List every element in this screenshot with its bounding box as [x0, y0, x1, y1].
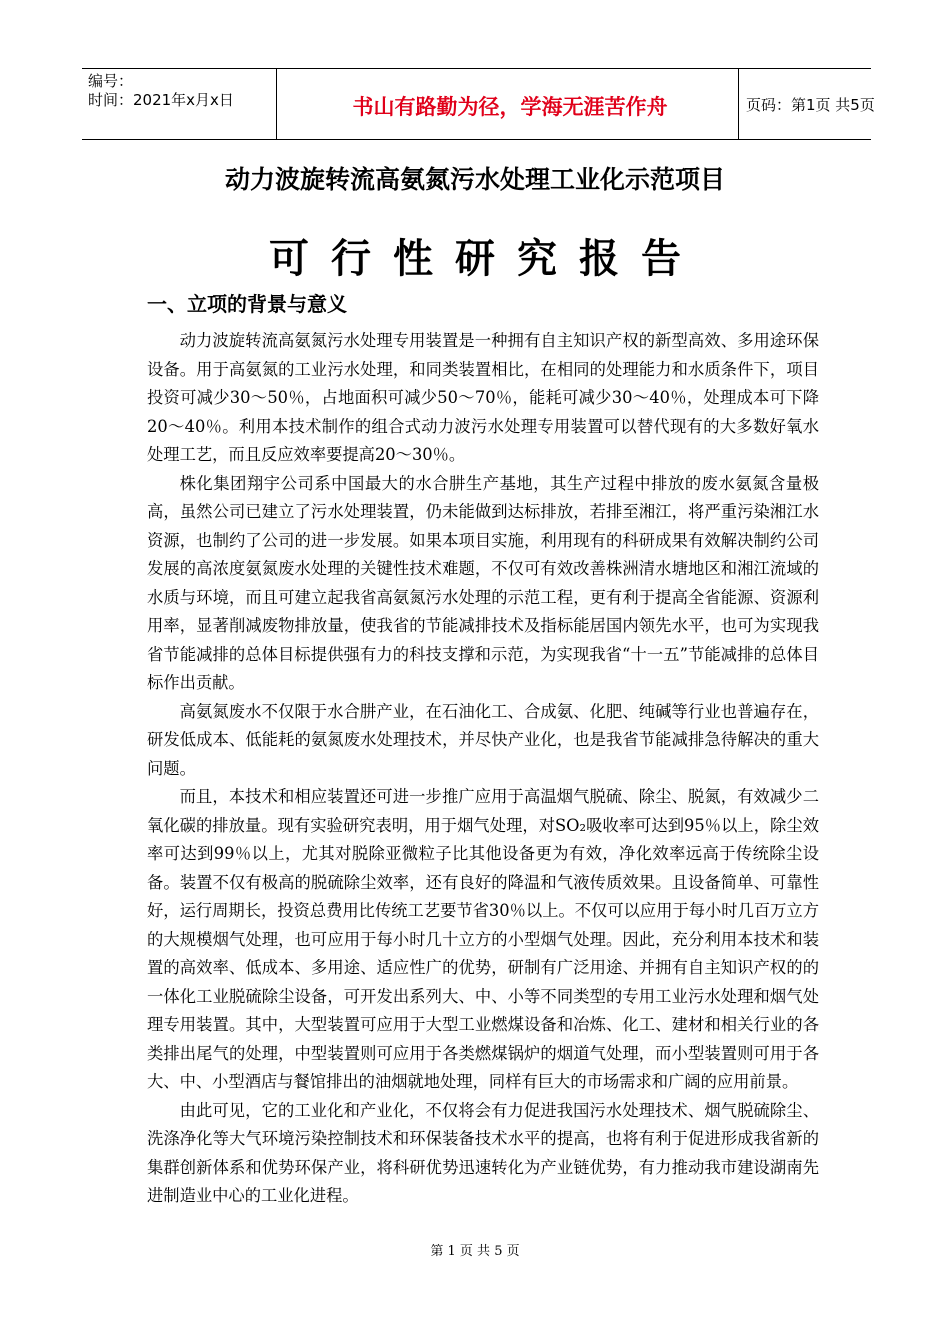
document-title: 可行性研究报告 [269, 236, 703, 282]
body-text [147, 327, 819, 1211]
header-motto: 书山有路勤为径，学海无涯苦作舟 [352, 95, 668, 119]
page-footer: 第 1 页 共 5 页 [430, 1244, 520, 1259]
paragraph: 株化集团翔宇公司系中国最大的水合肼生产基地，其生产过程中排放的废水氨氮含量极高，虽然公司已建立了污水处理装置，仍未能做到达标排放，若排至湘江，将严重污染湘江水资源，也制约了公司的进一步发展。如果本项目实施，利用现有的科研成果有效解决制约公司发展的高浓度氨氮废水处理的关键性技术难题，不仅可有效改善株洲清水塘地区和湘江流域的水质与环境，而且可建立起我省高氨氮污水处理的示范工程，更有利于提高全省能源、资源利用率，显著削减废物排放量，使我省的节能减排技术及指标能居国内领先水平，也可为实现我省节能减排的总体目标提供强有力的科技支撑和示范，为实现我省“十一五”节能减排的总体目标作出贡献。 [147, 473, 819, 692]
paragraph: 由此可见，它的工业化和产业化，不仅将会有力促进我国污水处理技术、烟气脱硫除尘、洗涤净化等大气环境污染控制技术和环保装备技术水平的提高，也将有利于促进形成我省新的集群创新体系和优势环保产业，将科研优势迅速转化为产业链优势，有力推动我市建设湖南先进制造业中心的工业化进程。 [147, 1100, 819, 1205]
header-meta [88, 72, 288, 110]
header-divider [738, 69, 739, 139]
paragraph: 高氨氮废水不仅限于水合肼产业，在石油化工、合成氨、化肥、纯碱等行业也普遍存在，研发低成本、低能耗的氨氮废水处理技术，并尽快产业化，也是我省节能减排急待解决的重大问题。 [147, 701, 819, 778]
doc-time: 时间：2021年x月x日 [88, 91, 234, 109]
doc-number: 编号： [88, 72, 134, 90]
header-page-info: 页码：第1页 共5页 [746, 96, 875, 114]
paragraph: 动力波旋转流高氨氮污水处理专用装置是一种拥有自主知识产权的新型高效、多用途环保设备。用于高氨氮的工业污水处理，和同类装置相比，在相同的处理能力和水质条件下，项目投资可减少30～50％，占地面积可减少50～70％，能耗可减少30～40％，处理成本可下降20～40％。利用本技术制作的组合式动力波污水处理专用装置可以替代现有的大多数好氧水处理工艺，而且反应效率要提高20～30％。 [147, 331, 819, 464]
document-subtitle: 动力波旋转流高氨氮污水处理工业化示范项目 [224, 165, 725, 194]
section-heading: 一、立项的背景与意义 [147, 292, 347, 316]
page-header [82, 68, 875, 140]
header-divider [276, 69, 277, 139]
paragraph: 而且，本技术和相应装置还可进一步推广应用于高温烟气脱硫、除尘、脱氮，有效减少二氧化碳的排放量。现有实验研究表明，用于烟气处理，对SO₂吸收率可达到95％以上，除尘效率可达到99％以上，尤其对脱除亚微粒子比其他设备更为有效，净化效率远高于传统除尘设备。装置不仅有极高的脱硫除尘效率，还有良好的降温和气液传质效果。且设备简单、可靠性好，运行周期长，投资总费用比传统工艺要节省30％以上。不仅可以应用于每小时几百万立方的大规模烟气处理，也可应用于每小时几十立方的小型烟气处理。因此，充分利用本技术和装置的高效率、低成本、多用途、适应性广的优势，研制有广泛用途、并拥有自主知识产权的的一体化工业脱硫除尘设备，可开发出系列大、中、小等不同类型的专用工业污水处理和烟气处理专用装置。其中，大型装置可应用于大型工业燃煤设备和冶炼、化工、建材和相关行业的各类排出尾气的处理，中型装置则可应用于各类燃煤锅炉的烟道气处理，而小型装置则可用于各大、中、小型酒店与餐馆排出的油烟就地处理，同样有巨大的市场需求和广阔的应用前景。 [147, 787, 819, 1091]
